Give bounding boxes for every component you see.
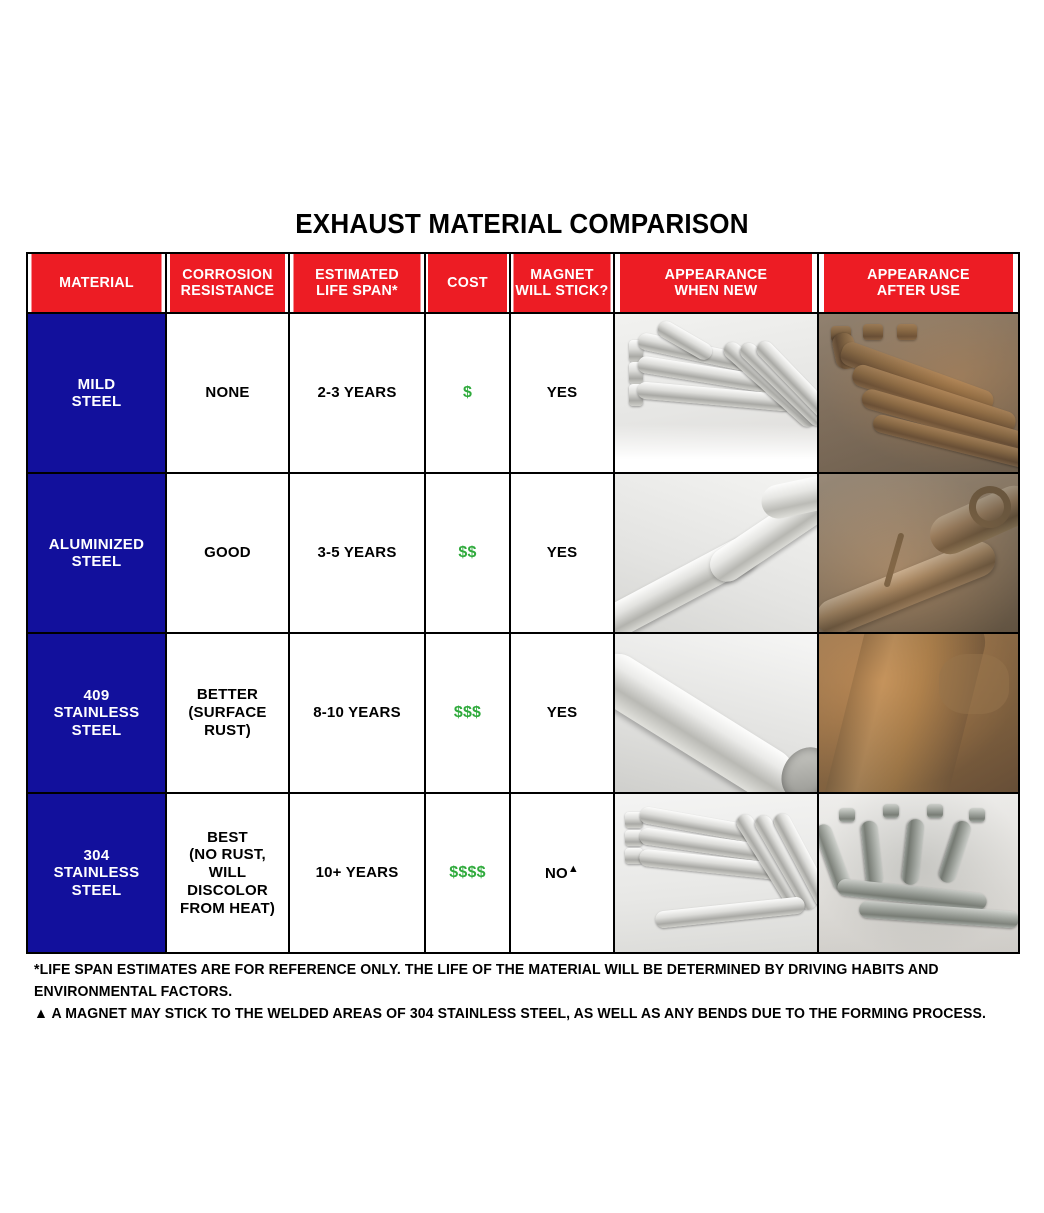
magnet-footnote-marker: ▲	[567, 863, 579, 876]
material-line: 409	[83, 687, 110, 705]
stainless-409-tube-rust-image	[819, 634, 1018, 792]
corrosion-line: (NO RUST,	[189, 846, 266, 864]
cell-cost-409-stainless: $$$	[425, 633, 510, 793]
photo-304-new	[614, 793, 818, 953]
cell-material-409-stainless	[27, 633, 166, 793]
column-header-life-span	[292, 253, 421, 313]
cell-cost-aluminized-steel: $$	[425, 473, 510, 633]
stainless-409-tube-new-image	[615, 634, 817, 792]
photo-409-new	[614, 633, 818, 793]
footnote-magnet: ▲ A MAGNET MAY STICK TO THE WELDED AREAS OF 304 STAINLESS STEEL, AS WELL AS ANY BENDS DUE TO THE FORMING PROCESS.	[34, 1005, 986, 1022]
corrosion-line: (SURFACE	[188, 704, 267, 722]
corrosion-line: WILL DISCOLOR	[187, 864, 268, 899]
header-line: AFTER USE	[876, 282, 961, 299]
header-line: MATERIAL	[59, 273, 134, 291]
material-line: STAINLESS	[53, 704, 140, 722]
header-line: COST	[447, 273, 488, 291]
footnote-lifespan: *LIFE SPAN ESTIMATES ARE FOR REFERENCE ONLY. THE LIFE OF THE MATERIAL WILL BE DETERMINED BY DRIVING HABITS AND ENVIRONMENTAL FACTORS.	[34, 962, 939, 1000]
corrosion-line: RUST)	[204, 721, 251, 739]
table-row	[27, 793, 1019, 953]
cell-cost-304-stainless: $$$$	[425, 793, 510, 953]
table-row	[27, 473, 1019, 633]
cell-material-mild-steel	[27, 313, 166, 473]
cell-lifespan-409-stainless: 8-10 YEARS	[289, 633, 425, 793]
column-header-corrosion-resistance	[169, 253, 286, 313]
cell-lifespan-aluminized-steel: 3-5 YEARS	[289, 473, 425, 633]
header-line: CORROSION	[182, 265, 273, 283]
photo-mild-steel-after	[818, 313, 1019, 473]
photo-aluminized-after	[818, 473, 1019, 633]
cell-magnet-409-stainless: YES	[510, 633, 614, 793]
cell-lifespan-304-stainless: 10+ YEARS	[289, 793, 425, 953]
column-header-appearance-new	[619, 253, 813, 313]
corrosion-line: FROM HEAT)	[179, 899, 276, 917]
material-line: STEEL	[71, 721, 122, 739]
stainless-304-headers-new-image	[615, 794, 817, 952]
header-line: WHEN NEW	[674, 282, 758, 299]
photo-304-after	[818, 793, 1019, 953]
material-line: ALUMINIZED	[48, 535, 145, 553]
page-title: EXHAUST MATERIAL COMPARISON	[295, 208, 749, 239]
cell-magnet-aluminized-steel: YES	[510, 473, 614, 633]
material-line: STEEL	[71, 393, 122, 410]
column-header-magnet	[513, 253, 612, 313]
header-line: LIFE SPAN*	[316, 282, 398, 299]
magnet-value: NO	[545, 865, 568, 883]
photo-409-after	[818, 633, 1019, 793]
headers-rusted-image	[819, 314, 1018, 472]
cell-cost-mild-steel: $	[425, 313, 510, 473]
cell-corrosion-304-stainless	[166, 793, 289, 953]
header-line: RESISTANCE	[180, 282, 275, 299]
header-line: MAGNET	[530, 265, 594, 283]
cell-magnet-304-stainless	[510, 793, 614, 953]
material-line: 304	[83, 847, 110, 865]
corrosion-line: BEST	[207, 828, 248, 846]
header-line: ESTIMATED	[315, 265, 399, 283]
headers-new-image	[615, 314, 817, 472]
corrosion-line: BETTER	[196, 686, 259, 704]
cell-material-304-stainless	[27, 793, 166, 953]
aluminized-pipe-new-image	[615, 474, 817, 632]
cell-corrosion-409-stainless	[166, 633, 289, 793]
material-line: STAINLESS	[53, 864, 140, 882]
aluminized-pipe-rusted-image	[819, 474, 1018, 632]
cell-corrosion-mild-steel: NONE	[166, 313, 289, 473]
cell-material-aluminized-steel	[27, 473, 166, 633]
comparison-table	[26, 252, 1020, 954]
column-header-appearance-after	[823, 253, 1014, 313]
column-header-material	[30, 253, 162, 313]
header-line: WILL STICK?	[515, 282, 609, 299]
material-line: STEEL	[71, 553, 122, 570]
stainless-304-headers-used-image	[819, 794, 1018, 952]
cell-corrosion-aluminized-steel: GOOD	[166, 473, 289, 633]
table-row	[27, 313, 1019, 473]
cell-lifespan-mild-steel: 2-3 YEARS	[289, 313, 425, 473]
cell-magnet-mild-steel: YES	[510, 313, 614, 473]
photo-aluminized-new	[614, 473, 818, 633]
footnotes	[34, 960, 1019, 1025]
material-line: STEEL	[71, 881, 122, 899]
photo-mild-steel-new	[614, 313, 818, 473]
material-line: MILD	[77, 375, 116, 393]
header-line: APPEARANCE	[664, 265, 768, 283]
column-header-cost	[427, 253, 508, 313]
table-row	[27, 633, 1019, 793]
table-header-row	[27, 253, 1019, 313]
header-line: APPEARANCE	[867, 265, 970, 283]
